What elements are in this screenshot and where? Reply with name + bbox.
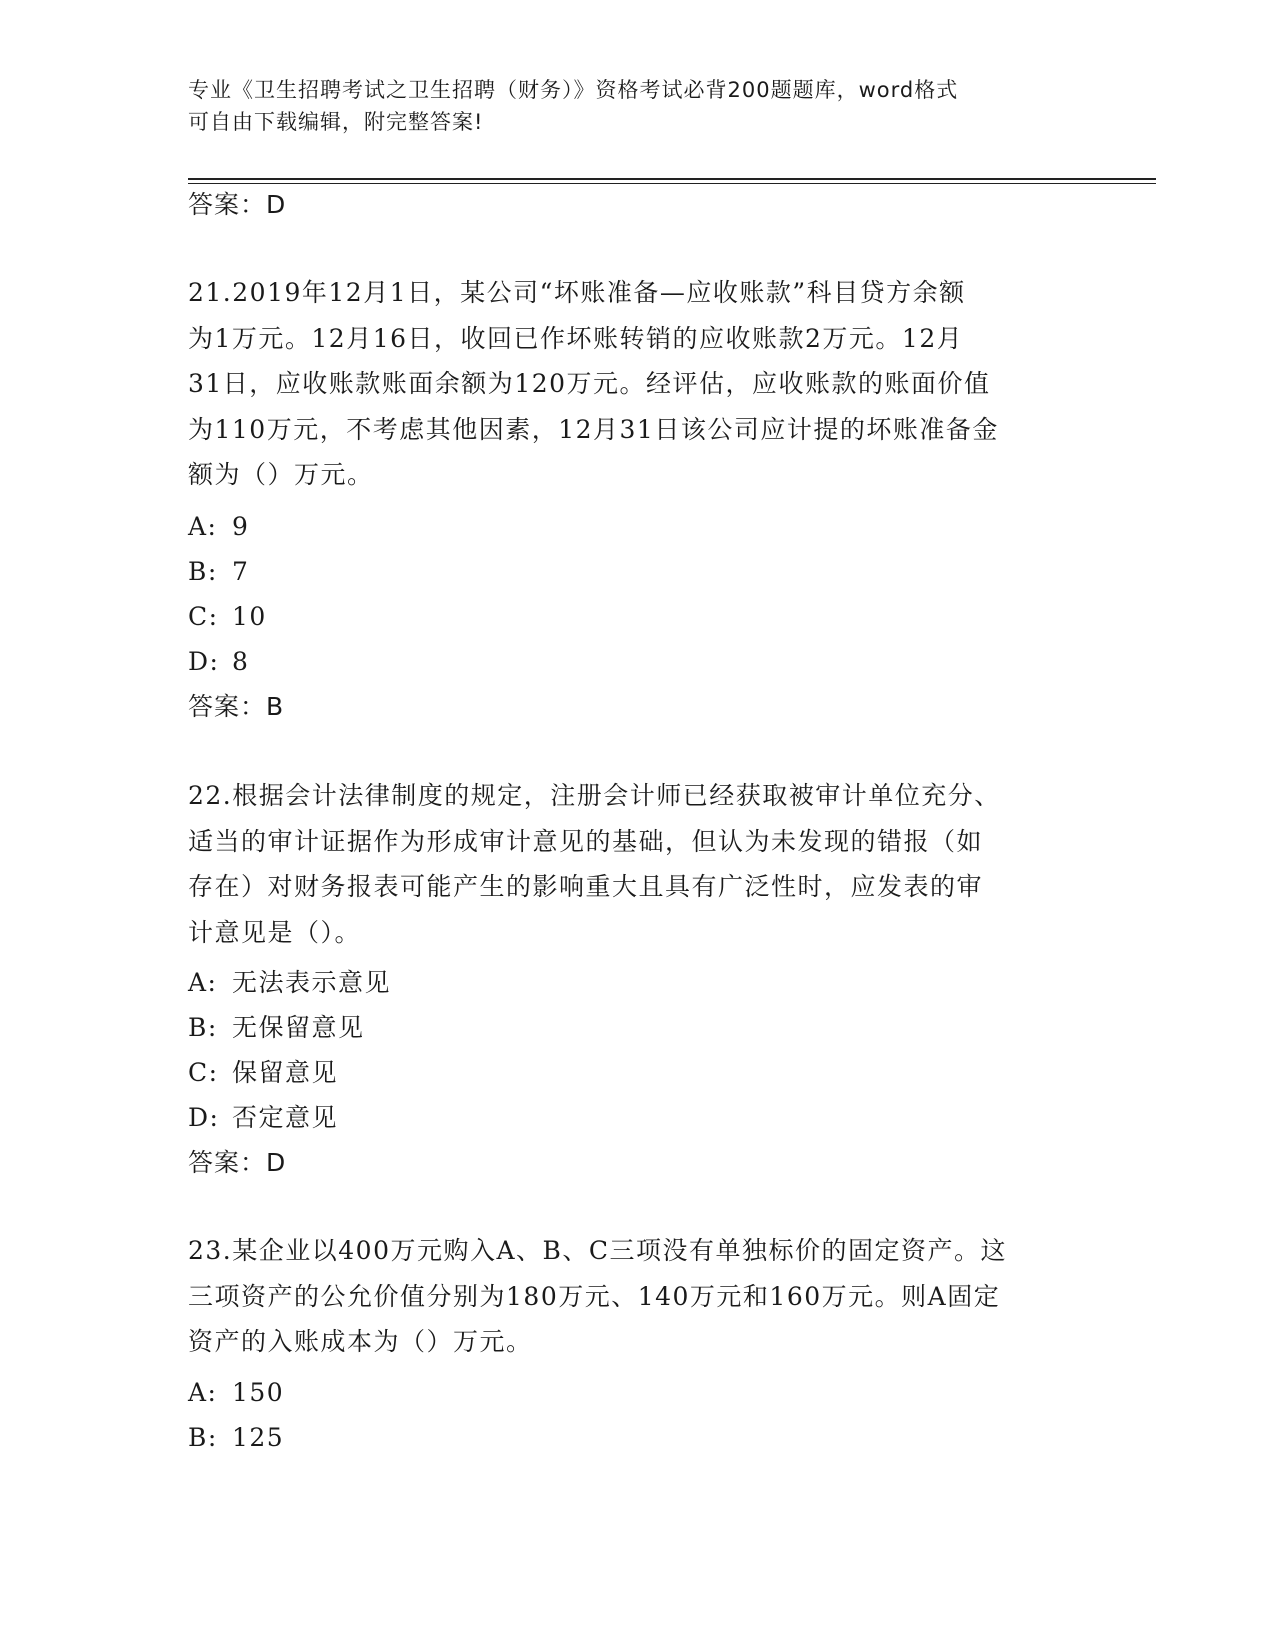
- option-text: 否定意见: [232, 1103, 339, 1132]
- option-b: [188, 1011, 365, 1045]
- option-text: 7: [232, 557, 250, 586]
- header-line-1: 专业《卫生招聘考试之卫生招聘（财务）》资格考试必背200题题库，word格式: [188, 78, 959, 102]
- option-text: 无法表示意见: [232, 968, 392, 997]
- question-line: 计意见是（）。: [188, 917, 362, 947]
- option-label: B:: [188, 557, 218, 586]
- question-line: 为110万元，不考虑其他因素，12月31日该公司应计提的坏账准备金: [188, 414, 999, 444]
- option-label: A:: [188, 512, 218, 541]
- option-text: 保留意见: [232, 1058, 339, 1087]
- header-line-2: 可自由下载编辑，附完整答案!: [188, 110, 484, 134]
- option-c: [188, 1056, 338, 1090]
- option-label: A:: [188, 1378, 218, 1407]
- option-text: 无保留意见: [232, 1013, 365, 1042]
- header-divider-thin: [188, 183, 1156, 184]
- option-c: [188, 600, 267, 634]
- question-line: 为1万元。12月16日，收回已作坏账转销的应收账款2万元。12月: [188, 323, 964, 353]
- option-d: [188, 1101, 338, 1135]
- question-line: 资产的入账成本为（）万元。: [188, 1327, 533, 1356]
- header-divider-thick: [188, 178, 1156, 180]
- option-label: D:: [188, 1103, 220, 1132]
- option-a: [188, 510, 249, 544]
- option-b: [188, 1421, 284, 1455]
- option-text: 8: [232, 647, 250, 676]
- option-label: C:: [188, 1058, 219, 1087]
- question-22: [188, 773, 1088, 955]
- option-a: [188, 1376, 284, 1410]
- document-header: [188, 74, 1088, 138]
- question-line: 22.根据会计法律制度的规定，注册会计师已经获取被审计单位充分、: [188, 781, 1001, 810]
- answer-q20: 答案：D: [188, 190, 287, 219]
- question-line: 23.某企业以400万元购入A、B、C三项没有单独标价的固定资产。这: [188, 1236, 1008, 1265]
- option-label: B:: [188, 1423, 218, 1452]
- option-label: C:: [188, 602, 219, 631]
- option-text: 9: [232, 512, 250, 541]
- question-21: [188, 270, 1088, 498]
- option-text: 150: [232, 1378, 285, 1407]
- question-line: 适当的审计证据作为形成审计意见的基础，但认为未发现的错报（如: [188, 826, 984, 856]
- answer-q22: 答案：D: [188, 1148, 287, 1177]
- question-line: 31日，应收账款账面余额为120万元。经评估，应收账款的账面价值: [188, 369, 991, 398]
- option-text: 125: [232, 1423, 285, 1452]
- question-23: [188, 1228, 1088, 1365]
- question-line: 额为（）万元。: [188, 460, 374, 489]
- option-label: D:: [188, 647, 220, 676]
- question-line: 21.2019年12月1日，某公司“坏账准备—应收账款”科目贷方余额: [188, 278, 966, 307]
- option-label: B:: [188, 1013, 218, 1042]
- option-a: [188, 966, 391, 1000]
- option-d: [188, 645, 249, 679]
- option-text: 10: [232, 602, 267, 631]
- option-b: [188, 555, 249, 589]
- answer-q21: 答案：B: [188, 692, 285, 721]
- question-line: 存在）对财务报表可能产生的影响重大且具有广泛性时，应发表的审: [188, 872, 984, 901]
- question-line: 三项资产的公允价值分别为180万元、140万元和160万元。则A固定: [188, 1281, 1001, 1311]
- option-label: A:: [188, 968, 218, 997]
